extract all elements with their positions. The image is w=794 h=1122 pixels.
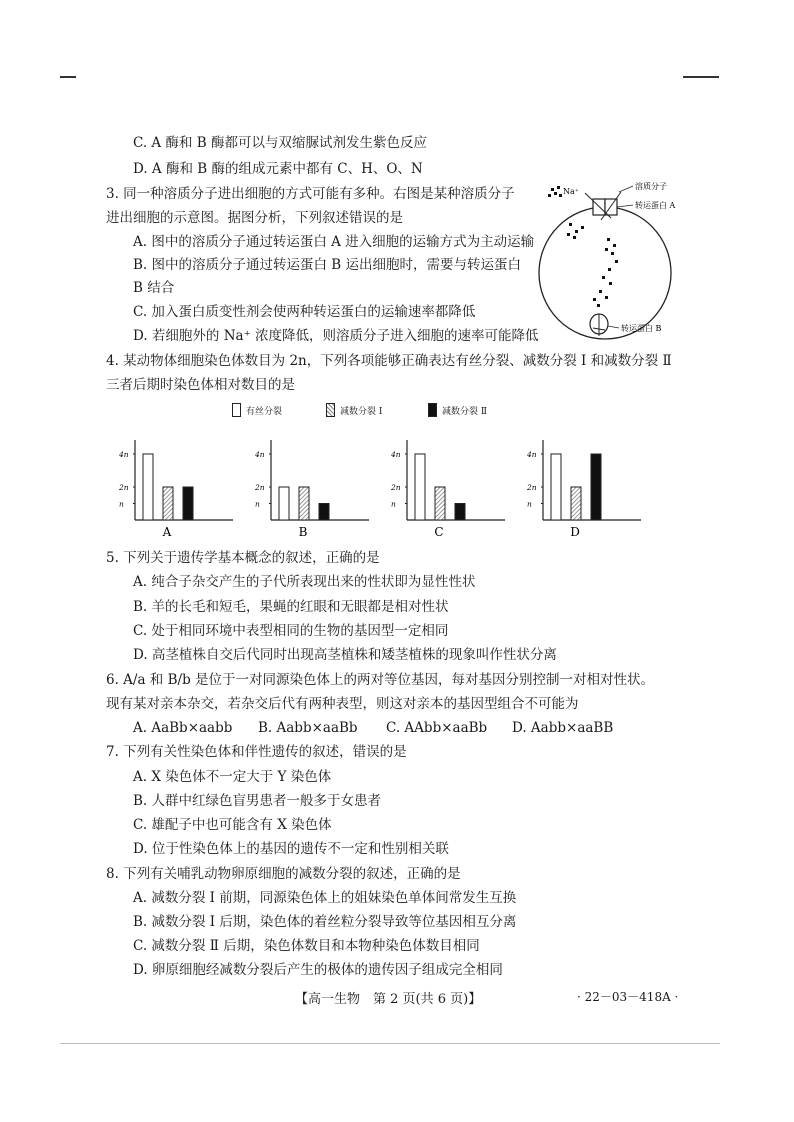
q6-option-a: A. AaBb×aabb bbox=[133, 720, 233, 736]
chart-option-label: A bbox=[162, 525, 172, 538]
label-solute: 溶质分子 bbox=[635, 182, 667, 191]
y-tick-label: 2n bbox=[527, 483, 537, 492]
q3-option-b-line2: B 结合 bbox=[133, 280, 175, 296]
q5-option-b: B. 羊的长毛和短毛，果蝇的红眼和无眼都是相对性状 bbox=[133, 599, 449, 615]
q5-option-a: A. 纯合子杂交产生的子代所表现出来的性状即为显性性状 bbox=[133, 574, 476, 590]
bar-1 bbox=[143, 454, 153, 520]
bar-1 bbox=[415, 454, 425, 520]
q4-stem-line1: 4. 某动物体细胞染色体数目为 2n，下列各项能够正确表达有丝分裂、减数分裂 Ⅰ 和减数分裂 Ⅱ bbox=[106, 353, 672, 369]
q8-option-a: A. 减数分裂 Ⅰ 前期，同源染色体上的姐妹染色单体间常发生互换 bbox=[133, 890, 517, 906]
q5-stem: 5. 下列关于遗传学基本概念的叙述，正确的是 bbox=[106, 550, 380, 566]
bar-2 bbox=[299, 487, 309, 520]
legend-swatch-mitosis bbox=[232, 403, 241, 417]
q7-option-a: A. X 染色体不一定大于 Y 染色体 bbox=[133, 769, 332, 785]
q8-stem: 8. 下列有关哺乳动物卵原细胞的减数分裂的叙述，正确的是 bbox=[106, 866, 461, 882]
y-tick-label: n bbox=[527, 499, 532, 509]
label-protein-a: 转运蛋白 A bbox=[635, 201, 676, 210]
exam-code: · 22－03－418A · bbox=[577, 990, 679, 1004]
q3-option-a: A. 图中的溶质分子通过转运蛋白 A 进入细胞的运输方式为主动运输 bbox=[133, 234, 535, 250]
y-tick-label: n bbox=[255, 499, 260, 509]
q3-stem-line1: 3. 同一种溶质分子进出细胞的方式可能有多种。右图是某种溶质分子 bbox=[106, 186, 515, 202]
q6-option-d: D. Aabb×aaBB bbox=[512, 720, 614, 736]
q2-option-c: C. A 酶和 B 酶都可以与双缩脲试剂发生紫色反应 bbox=[133, 135, 427, 151]
label-na: Na⁺ bbox=[563, 187, 579, 196]
na-ion-cluster bbox=[548, 186, 562, 197]
label-protein-b: 转运蛋白 B bbox=[621, 324, 662, 333]
bar-3 bbox=[591, 454, 601, 520]
y-tick-label: 2n bbox=[119, 483, 129, 492]
top-left-rule bbox=[60, 76, 76, 78]
q7-option-b: B. 人群中红绿色盲男患者一般多于女患者 bbox=[133, 793, 382, 809]
q7-option-d: D. 位于性染色体上的基因的遗传不一定和性别相关联 bbox=[133, 841, 449, 857]
chart-option-label: D bbox=[570, 525, 580, 538]
legend-label-meiosis-1: 减数分裂 Ⅰ bbox=[340, 407, 383, 417]
y-tick-label: 4n bbox=[119, 450, 129, 459]
bar-1 bbox=[551, 454, 561, 520]
top-right-rule bbox=[683, 76, 719, 78]
bar-chart-b bbox=[251, 438, 371, 538]
bar-chart-c bbox=[387, 438, 507, 538]
q5-option-c: C. 处于相同环境中表型相同的生物的基因型一定相同 bbox=[133, 623, 449, 639]
bar-2 bbox=[435, 487, 445, 520]
q3-stem-line2: 进出细胞的示意图。据图分析，下列叙述错误的是 bbox=[106, 210, 403, 226]
q6-option-b: B. Aabb×aaBb bbox=[258, 720, 358, 736]
chart-option-label: B bbox=[298, 525, 308, 538]
q2-option-d: D. A 酶和 B 酶的组成元素中都有 C、H、O、N bbox=[133, 161, 423, 177]
bar-2 bbox=[571, 487, 581, 520]
legend-swatch-meiosis-2 bbox=[428, 403, 437, 417]
cell-transport-diagram bbox=[535, 178, 700, 348]
q8-option-c: C. 减数分裂 Ⅱ 后期，染色体数目和本物种染色体数目相同 bbox=[133, 938, 480, 954]
legend-label-meiosis-2: 减数分裂 Ⅱ bbox=[442, 407, 487, 417]
bar-2 bbox=[163, 487, 173, 520]
solute-molecules bbox=[567, 223, 618, 307]
y-tick-label: n bbox=[391, 499, 396, 509]
page-label: 【高一生物 第 2 页(共 6 页)】 bbox=[295, 992, 482, 1007]
chart-option-label: C bbox=[434, 525, 444, 538]
q7-stem: 7. 下列有关性染色体和伴性遗传的叙述，错误的是 bbox=[106, 744, 407, 760]
y-tick-label: 4n bbox=[527, 450, 537, 459]
q8-option-d: D. 卵原细胞经减数分裂后产生的极体的遗传因子组成完全相同 bbox=[133, 962, 503, 978]
bar-3 bbox=[455, 504, 465, 521]
legend-swatch-meiosis-1 bbox=[326, 403, 335, 417]
chart-legend bbox=[232, 402, 532, 420]
y-tick-label: 2n bbox=[391, 483, 401, 492]
bar-chart-a bbox=[115, 438, 235, 538]
q4-stem-line2: 三者后期时染色体相对数目的是 bbox=[106, 377, 295, 393]
bar-chart-d bbox=[523, 438, 643, 538]
bar-3 bbox=[319, 504, 329, 521]
q3-option-d: D. 若细胞外的 Na⁺ 浓度降低，则溶质分子进入细胞的速率可能降低 bbox=[133, 328, 539, 344]
y-tick-label: n bbox=[119, 499, 124, 509]
footer-rule bbox=[60, 1043, 720, 1044]
bar-3 bbox=[183, 487, 193, 520]
q6-stem-line1: 6. A/a 和 B/b 是位于一对同源染色体上的两对等位基因，每对基因分别控制一对相对性状。 bbox=[106, 672, 655, 688]
q3-option-c: C. 加入蛋白质变性剂会使两种转运蛋白的运输速率都降低 bbox=[133, 304, 476, 320]
q8-option-b: B. 减数分裂 Ⅰ 后期，染色体的着丝粒分裂导致等位基因相互分离 bbox=[133, 914, 517, 930]
y-tick-label: 4n bbox=[391, 450, 401, 459]
q3-option-b-line1: B. 图中的溶质分子通过转运蛋白 B 运出细胞时，需要与转运蛋白 bbox=[133, 257, 522, 273]
legend-label-mitosis: 有丝分裂 bbox=[246, 407, 283, 417]
bar-1 bbox=[279, 487, 289, 520]
y-tick-label: 4n bbox=[255, 450, 265, 459]
q5-option-d: D. 高茎植株自交后代同时出现高茎植株和矮茎植株的现象叫作性状分离 bbox=[133, 647, 557, 663]
q6-stem-line2: 现有某对亲本杂交，若杂交后代有两种表型，则这对亲本的基因型组合不可能为 bbox=[106, 696, 579, 712]
q6-option-c: C. AAbb×aaBb bbox=[386, 720, 488, 736]
q7-option-c: C. 雄配子中也可能含有 X 染色体 bbox=[133, 817, 332, 833]
y-tick-label: 2n bbox=[255, 483, 265, 492]
